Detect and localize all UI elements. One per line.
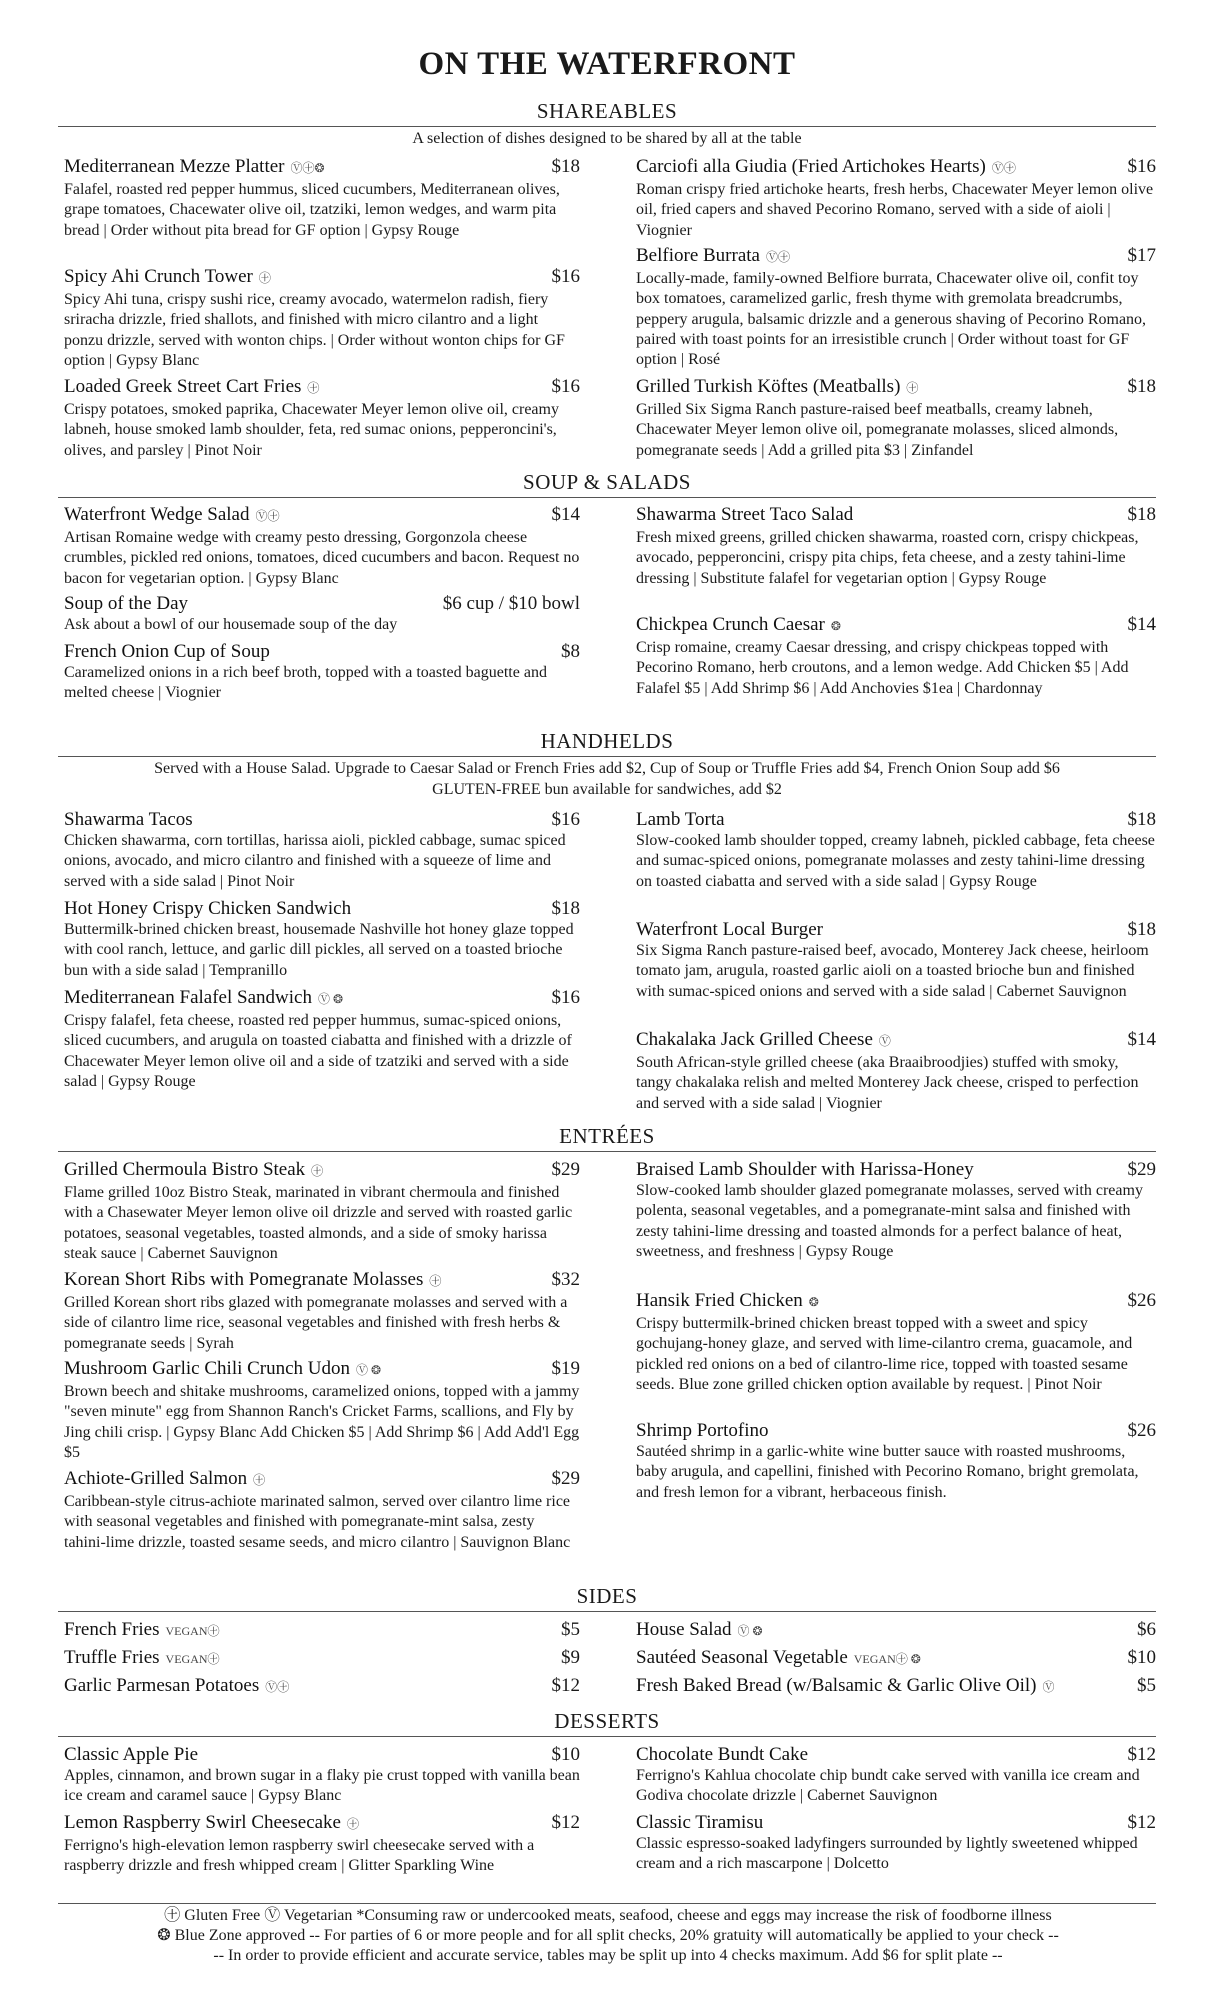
item-price: $5 <box>1137 1675 1156 1696</box>
menu-item <box>636 1743 1156 1807</box>
diet-icons: Ⓥ ❂ <box>737 1624 763 1638</box>
section-heading: SIDES <box>576 1584 638 1608</box>
menu-item <box>64 1743 580 1807</box>
item-name: Braised Lamb Shoulder with Harissa-Honey <box>636 1159 974 1180</box>
item-name: Lamb Torta <box>636 809 725 830</box>
footer-gratuity-note: ❂ Blue Zone approved -- For parties of 6 or more people and for all split checks, 20% gratuity will automatically be applied to your check -- <box>157 1927 1059 1944</box>
menu-item <box>636 155 1156 241</box>
item-price: $12 <box>551 1675 580 1696</box>
item-name: French Fries <box>64 1619 160 1640</box>
item-price: $18 <box>551 898 580 919</box>
item-price: $29 <box>551 1468 580 1489</box>
item-description: Ferrigno's high-elevation lemon raspberry swirl cheesecake served with a raspberry drizzle and fresh whipped cream | Glitter Sparkling Wine <box>64 1837 535 1875</box>
item-price: $18 <box>551 156 580 177</box>
menu-item <box>64 1674 580 1699</box>
section-handhelds <box>0 728 1214 754</box>
diet-icons: ㊉ <box>347 1817 360 1831</box>
menu-item <box>636 1618 1156 1643</box>
section-heading: HANDHELDS <box>540 729 674 753</box>
item-name: Carciofi alla Giudia (Fried Artichokes Hearts) <box>636 156 986 177</box>
menu-item <box>64 1618 580 1643</box>
item-name: Chickpea Crunch Caesar <box>636 614 825 635</box>
item-price: $18 <box>1127 376 1156 397</box>
section-note: A selection of dishes designed to be shared by all at the table <box>412 130 802 147</box>
menu-item <box>64 1646 580 1671</box>
diet-icons: Ⓥ ❂ <box>317 992 344 1006</box>
menu-item <box>636 1674 1156 1699</box>
diet-icons: ㊉ <box>258 271 271 285</box>
item-description: Sautéed shrimp in a garlic-white wine butter sauce with roasted mushrooms, baby arugula, and capellini, finished with Pecorino Romano, bright gremolata, and fresh lemon for a vibrant, herbaceous finish. <box>636 1443 1139 1501</box>
diet-icons: Ⓥ ❂ <box>356 1363 382 1377</box>
footer-legend: ㊉ Gluten Free Ⓥ Vegetarian *Consuming raw or undercooked meats, seafood, cheese and eggs may increase the risk of foodborne illness <box>164 1907 1052 1924</box>
section-sides <box>0 1583 1214 1609</box>
item-name: Chocolate Bundt Cake <box>636 1744 809 1765</box>
item-price: $14 <box>1127 614 1156 635</box>
item-price: $26 <box>1127 1290 1156 1311</box>
item-description: Classic espresso-soaked ladyfingers surrounded by lightly sweetened whipped cream and a rich mascarpone | Dolcetto <box>636 1835 1138 1873</box>
item-description: Slow-cooked lamb shoulder glazed pomegranate molasses, served with creamy polenta, seasonal vegetables, and a pomegranate-mint salsa and finished with zesty tahini-lime dressing and toasted almonds for a perfect balance of heat, sweetness, and freshness | Gypsy Rouge <box>636 1182 1143 1260</box>
item-price: $19 <box>551 1358 580 1379</box>
item-description: Ask about a bowl of our housemade soup of the day <box>64 616 398 633</box>
item-name: Grilled Chermoula Bistro Steak <box>64 1159 306 1180</box>
item-price: $18 <box>1127 809 1156 830</box>
item-description: Crispy potatoes, smoked paprika, Chacewater Meyer lemon olive oil, creamy labneh, house smoked lamb shoulder, feta, red sumac onions, pepperoncini's, olives, and parsley | Pinot Noir <box>64 401 559 459</box>
item-name: Shawarma Tacos <box>64 809 193 830</box>
menu-item <box>636 613 1156 699</box>
section-note: GLUTEN-FREE bun available for sandwiches, add $2 <box>432 781 782 798</box>
section-heading: SOUP & SALADS <box>523 470 691 494</box>
item-price: $26 <box>1127 1420 1156 1441</box>
item-price: $18 <box>1127 919 1156 940</box>
menu-item <box>64 1158 580 1264</box>
diet-icons: ㊉ <box>253 1473 266 1487</box>
item-price: $29 <box>1127 1159 1156 1180</box>
diet-icons: ❂ <box>808 1295 819 1309</box>
menu-item <box>636 503 1156 589</box>
item-price: $12 <box>1127 1812 1156 1833</box>
section-note: Served with a House Salad. Upgrade to Caesar Salad or French Fries add $2, Cup of Soup or Truffle Fries add $4, French Onion Soup add $6 <box>154 760 1060 777</box>
item-price: $14 <box>1127 1029 1156 1050</box>
section-desserts <box>0 1708 1214 1734</box>
diet-icons: Ⓥ㊉ <box>991 161 1016 175</box>
menu-item <box>64 1357 580 1463</box>
item-price: $9 <box>561 1647 580 1668</box>
item-description: Roman crispy fried artichoke hearts, fresh herbs, Chacewater Meyer lemon olive oil, fried capers and shaved Pecorino Romano, served with a side of aioli | Viognier <box>636 181 1154 239</box>
diet-icons: VEGAN㊉ <box>165 1652 220 1666</box>
diet-icons: Ⓥ㊉ <box>765 250 790 264</box>
section-divider <box>58 1611 1156 1612</box>
item-name: French Onion Cup of Soup <box>64 641 270 662</box>
item-name: Garlic Parmesan Potatoes <box>64 1675 260 1696</box>
item-description: Grilled Six Sigma Ranch pasture-raised beef meatballs, creamy labneh, Chacewater Meyer lemon olive oil, pomegranate molasses, sliced almonds, pomegranate seeds | Add a grilled pita $3 | Zinfandel <box>636 401 1119 459</box>
menu-item <box>636 1028 1156 1114</box>
diet-icons: Ⓥ㊉❂ <box>290 161 325 175</box>
diet-icons: ㊉ <box>906 381 919 395</box>
menu-item <box>636 1811 1156 1875</box>
item-name: Shrimp Portofino <box>636 1420 769 1441</box>
section-heading: ENTRÉES <box>559 1124 655 1148</box>
item-price: $16 <box>551 987 580 1008</box>
item-price: $17 <box>1127 245 1156 266</box>
item-description: Slow-cooked lamb shoulder topped, creamy labneh, pickled cabbage, feta cheese and sumac-spiced onions, pomegranate molasses and zesty tahini-lime dressing on toasted ciabatta and served with a side salad | Gypsy Rouge <box>636 832 1155 890</box>
item-price: $5 <box>561 1619 580 1640</box>
item-price: $12 <box>1127 1744 1156 1765</box>
item-description: Caribbean-style citrus-achiote marinated salmon, served over cilantro lime rice with seasonal vegetables and finished with pomegranate-mint salsa, zesty tahini-lime drizzle, toasted sesame seeds, and micro cilantro | Sauvignon Blanc <box>64 1493 571 1551</box>
item-description: Fresh mixed greens, grilled chicken shawarma, roasted corn, crispy chickpeas, avocado, pepperoncini, crispy pita chips, feta cheese, and a zesty tahini-lime dressing | Substitute falafel for vegetarian option | Gypsy Rouge <box>636 529 1139 587</box>
item-price: $6 cup / $10 bowl <box>442 593 580 614</box>
diet-icons: Ⓥ <box>878 1034 891 1048</box>
item-name: Classic Apple Pie <box>64 1744 199 1765</box>
menu-item <box>64 155 580 241</box>
item-name: House Salad <box>636 1619 732 1640</box>
item-description: Buttermilk-brined chicken breast, housemade Nashville hot honey glaze topped with cool ranch, lettuce, and garlic dill pickles, all served on a toasted brioche bun with a side salad | Tempranillo <box>64 921 574 979</box>
item-price: $16 <box>551 809 580 830</box>
menu-item <box>64 503 580 589</box>
item-name: Grilled Turkish Köftes (Meatballs) <box>636 376 901 397</box>
diet-icons: ㊉ <box>307 381 320 395</box>
menu-item <box>636 1158 1156 1262</box>
footer-divider <box>58 1903 1156 1904</box>
menu-item <box>64 1268 580 1354</box>
item-description: Crispy buttermilk-brined chicken breast topped with a sweet and spicy gochujang-honey glaze, and served with lime-cilantro crema, guacamole, and pickled red onions on a bed of cilantro-lime rice, topped with toasted sesame seeds. Blue zone grilled chicken option available by request. | Pinot Noir <box>636 1315 1133 1393</box>
item-description: Spicy Ahi tuna, crispy sushi rice, creamy avocado, watermelon radish, fiery sriracha drizzle, fried shallots, and finished with micro cilantro and a light ponzu drizzle, served with wonton chips. | Order without wonton chips for GF option | Gypsy Blanc <box>64 291 565 369</box>
section-divider <box>58 1151 1156 1152</box>
item-price: $10 <box>551 1744 580 1765</box>
menu-item <box>64 986 580 1092</box>
item-price: $18 <box>1127 504 1156 525</box>
diet-icons: Ⓥ㊉ <box>265 1680 290 1694</box>
section-divider <box>58 756 1156 757</box>
diet-icons: ㊉ <box>429 1274 442 1288</box>
item-description: Ferrigno's Kahlua chocolate chip bundt cake served with vanilla ice cream and Godiva chocolate drizzle | Cabernet Sauvignon <box>636 1767 1140 1805</box>
menu-item <box>64 592 580 635</box>
item-price: $8 <box>561 641 580 662</box>
section-heading: SHAREABLES <box>536 99 678 123</box>
item-name: Hansik Fried Chicken <box>636 1290 803 1311</box>
item-price: $32 <box>551 1269 580 1290</box>
menu-item <box>636 1646 1156 1671</box>
item-name: Loaded Greek Street Cart Fries <box>64 376 302 397</box>
item-description: Six Sigma Ranch pasture-raised beef, avocado, Monterey Jack cheese, heirloom tomato jam, arugula, roasted garlic aioli on a toasted brioche bun and finished with sumac-spiced onions and served with a side salad | Cabernet Sauvignon <box>636 942 1149 1000</box>
item-description: Caramelized onions in a rich beef broth, topped with a toasted baguette and melted cheese | Viognier <box>64 664 547 702</box>
menu-item <box>636 1419 1156 1503</box>
item-description: Crispy falafel, feta cheese, roasted red pepper hummus, sumac-spiced onions, sliced cucumbers, and arugula on toasted ciabatta and finished with a drizzle of Chacewater Meyer lemon olive oil and a side of tzatziki and served with a side salad | Gypsy Rouge <box>64 1012 572 1090</box>
menu-item <box>636 1289 1156 1395</box>
item-name: Mediterranean Mezze Platter <box>64 156 285 177</box>
item-description: Chicken shawarma, corn tortillas, harissa aioli, pickled cabbage, sumac spiced onions, avocado, and micro cilantro and finished with a squeeze of lime and served with a side salad | Pinot Noir <box>64 832 566 890</box>
item-name: Classic Tiramisu <box>636 1812 764 1833</box>
page-title: ON THE WATERFRONT <box>418 46 796 82</box>
item-description: Brown beech and shitake mushrooms, caramelized onions, topped with a jammy "seven minute" egg from Shannon Ranch's Cricket Farms, scallions, and Fly by Jing chili crisp. | Gypsy Blanc Add Chicken $5 | Add Shrimp $6 | Add Add'l Egg $5 <box>64 1383 580 1461</box>
menu-item <box>64 897 580 981</box>
item-name: Soup of the Day <box>64 593 189 614</box>
section-divider <box>58 497 1156 498</box>
item-description: Grilled Korean short ribs glazed with pomegranate molasses and served with a side of cilantro lime rice, seasonal vegetables and finished with fresh herbs & pomegranate seeds | Syrah <box>64 1294 568 1352</box>
item-name: Korean Short Ribs with Pomegranate Molasses <box>64 1269 424 1290</box>
item-price: $12 <box>551 1812 580 1833</box>
item-name: Achiote-Grilled Salmon <box>64 1468 248 1489</box>
menu-item <box>64 640 580 704</box>
item-price: $16 <box>551 376 580 397</box>
menu-item <box>636 244 1156 370</box>
diet-icons: VEGAN㊉ <box>165 1624 220 1638</box>
item-name: Waterfront Local Burger <box>636 919 823 940</box>
item-name: Lemon Raspberry Swirl Cheesecake <box>64 1812 341 1833</box>
section-divider <box>58 1736 1156 1737</box>
item-name: Sautéed Seasonal Vegetable <box>636 1647 848 1668</box>
section-shareables <box>0 98 1214 124</box>
item-description: Artisan Romaine wedge with creamy pesto dressing, Gorgonzola cheese crumbles, pickled red onions, tomatoes, diced cucumbers and bacon. Request no bacon for vegetarian option. | Gypsy Blanc <box>64 529 580 587</box>
item-name: Chakalaka Jack Grilled Cheese <box>636 1029 873 1050</box>
item-name: Fresh Baked Bread (w/Balsamic & Garlic Olive Oil) <box>636 1675 1037 1696</box>
section-divider <box>58 126 1156 127</box>
item-price: $6 <box>1137 1619 1156 1640</box>
item-name: Spicy Ahi Crunch Tower <box>64 266 253 287</box>
item-price: $16 <box>551 266 580 287</box>
item-price: $10 <box>1127 1647 1156 1668</box>
menu-item <box>64 265 580 371</box>
item-price: $29 <box>551 1159 580 1180</box>
section-heading: DESSERTS <box>554 1709 660 1733</box>
section-soup-salads <box>0 469 1214 495</box>
item-name: Truffle Fries <box>64 1647 160 1668</box>
item-price: $14 <box>551 504 580 525</box>
diet-icons: VEGAN㊉ ❂ <box>853 1652 921 1666</box>
item-name: Mushroom Garlic Chili Crunch Udon <box>64 1358 351 1379</box>
item-name: Mediterranean Falafel Sandwich <box>64 987 312 1008</box>
menu-item <box>64 375 580 461</box>
menu-item <box>636 375 1156 461</box>
menu-item <box>636 918 1156 1002</box>
item-name: Hot Honey Crispy Chicken Sandwich <box>64 898 352 919</box>
menu-item <box>64 808 580 892</box>
diet-icons: ㊉ <box>311 1164 324 1178</box>
item-description: Locally-made, family-owned Belfiore burrata, Chacewater olive oil, confit toy box tomatoes, caramelized garlic, fresh thyme with gremolata breadcrumbs, peppery arugula, balsamic drizzle and a generous shaving of Pecorino Romano, paired with toast points for an irresistible crunch | Order without toast for GF option | Rosé <box>636 270 1147 369</box>
diet-icons: Ⓥ㊉ <box>255 509 280 523</box>
item-name: Shawarma Street Taco Salad <box>636 504 854 525</box>
item-description: Crisp romaine, creamy Caesar dressing, and crispy chickpeas topped with Pecorino Romano, herb croutons, and a lemon wedge. Add Chicken $5 | Add Falafel $5 | Add Shrimp $6 | Add Anchovies $1ea | Chardonnay <box>636 639 1129 697</box>
item-name: Belfiore Burrata <box>636 245 760 266</box>
footer-split-note: -- In order to provide efficient and accurate service, tables may be split up into 4 checks maximum. Add $6 for split plate -- <box>213 1947 1003 1964</box>
diet-icons: Ⓥ <box>1042 1680 1055 1694</box>
menu-item <box>636 808 1156 892</box>
menu-item <box>64 1467 580 1553</box>
item-description: Falafel, roasted red pepper hummus, sliced cucumbers, Mediterranean olives, grape tomatoes, Chacewater olive oil, tzatziki, lemon wedges, and warm pita bread | Order without pita bread for GF option | Gypsy Rouge <box>64 181 560 239</box>
diet-icons: ❂ <box>830 619 841 633</box>
menu-item <box>64 1811 580 1877</box>
item-name: Waterfront Wedge Salad <box>64 504 250 525</box>
section-entrees <box>0 1123 1214 1149</box>
item-description: Apples, cinnamon, and brown sugar in a flaky pie crust topped with vanilla bean ice cream and caramel sauce | Gypsy Blanc <box>64 1767 580 1805</box>
item-description: South African-style grilled cheese (aka Braaibroodjies) stuffed with smoky, tangy chakalaka relish and melted Monterey Jack cheese, crisped to perfection and served with a side salad | Viognier <box>636 1054 1139 1112</box>
item-description: Flame grilled 10oz Bistro Steak, marinated in vibrant chermoula and finished with a Chasewater Meyer lemon olive oil drizzle and served with roasted garlic potatoes, seasonal vegetables, toasted almonds, and a side of smoky harissa steak sauce | Cabernet Sauvignon <box>64 1184 573 1262</box>
item-price: $16 <box>1127 156 1156 177</box>
